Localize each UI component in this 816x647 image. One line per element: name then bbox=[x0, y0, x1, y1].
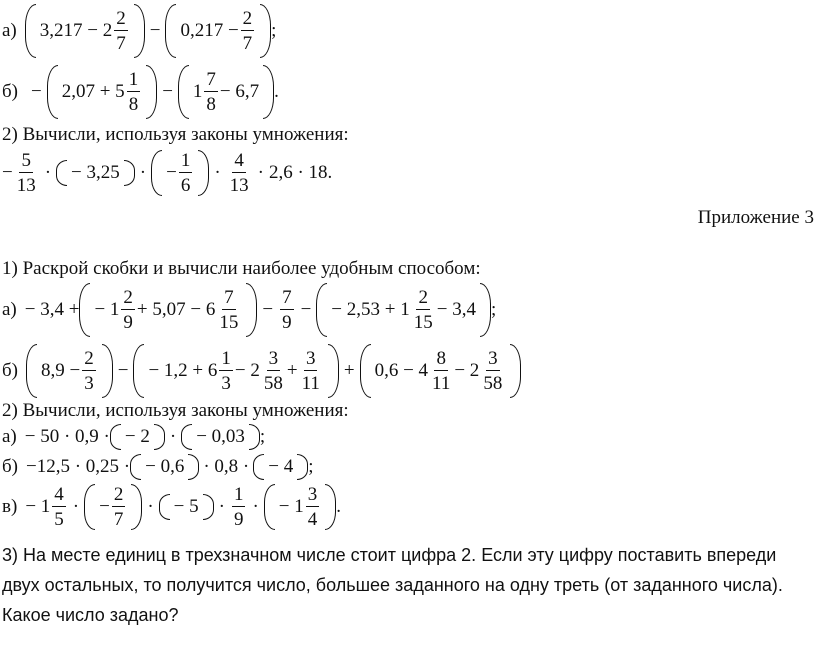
expr-text: − 1 bbox=[25, 496, 51, 517]
terminator: ; bbox=[490, 299, 497, 320]
terminator: ; bbox=[308, 456, 314, 477]
item-label: б) bbox=[2, 360, 18, 381]
expr-text: − 3,4 + bbox=[24, 299, 80, 320]
expr-text: − 2,53 + 1 bbox=[331, 299, 410, 320]
fraction: $\frac{1}{3}$ bbox=[221, 348, 231, 394]
item-label: а) bbox=[2, 299, 17, 320]
expr-text: 2,6 · 18. bbox=[268, 162, 333, 183]
item-label: б) bbox=[2, 81, 18, 102]
fraction: $\frac{1}{9}$ bbox=[233, 484, 244, 530]
expr-mult-a bbox=[2, 424, 265, 450]
operator: · bbox=[44, 162, 52, 183]
expr-text: − 2 bbox=[454, 360, 480, 381]
expr-1-mult bbox=[2, 150, 332, 196]
fraction: $\frac{2}{9}$ bbox=[123, 287, 133, 333]
operator: · bbox=[257, 162, 264, 183]
paren-group bbox=[56, 160, 135, 186]
fraction: $\frac{5}{13}$ bbox=[16, 150, 36, 196]
paren-group bbox=[159, 494, 214, 520]
item-label: в) bbox=[2, 496, 18, 517]
paren-group bbox=[253, 454, 308, 480]
fraction: $\frac{4}{13}$ bbox=[229, 150, 249, 196]
terminator: ; bbox=[259, 426, 266, 447]
expr-text: − 1,2 + 6 bbox=[148, 360, 218, 381]
fraction: $\frac{7}{8}$ bbox=[206, 69, 216, 115]
expr-mult-b bbox=[2, 454, 314, 480]
fraction: $\frac{3}{11}$ bbox=[301, 348, 320, 394]
operator: · bbox=[72, 496, 80, 517]
expr-text: + 5,07 − 6 bbox=[136, 299, 216, 320]
paren-group bbox=[110, 424, 165, 450]
expr-text: − 1 bbox=[278, 496, 304, 517]
expr-text: − 2 bbox=[234, 360, 260, 381]
expr-text: · 0,8 · bbox=[203, 456, 250, 477]
task2-title: 2) Вычисли, используя законы умножения: bbox=[2, 124, 349, 145]
expr-text: − 3,4 bbox=[436, 299, 476, 320]
paren-group bbox=[26, 344, 113, 398]
expr-text: + bbox=[286, 360, 298, 381]
paren-group bbox=[316, 283, 491, 337]
item-label: а) bbox=[2, 20, 17, 41]
fraction: $\frac{2}{7}$ bbox=[242, 8, 253, 54]
expr-text: − bbox=[99, 496, 110, 517]
fraction: $\frac{1}{8}$ bbox=[128, 69, 139, 115]
expr-text: − 1 bbox=[94, 299, 120, 320]
paren-group bbox=[79, 283, 257, 337]
expr-mult-c bbox=[2, 484, 341, 530]
terminator: . bbox=[274, 81, 279, 102]
expr-text: − 0,03 bbox=[196, 426, 245, 447]
expr-text: −12,5 · 0,25 · bbox=[26, 456, 131, 477]
paren-group bbox=[47, 65, 157, 119]
operator: · bbox=[252, 496, 259, 517]
expr-text: − 4 bbox=[268, 456, 294, 477]
fraction: $\frac{3}{58}$ bbox=[263, 348, 283, 394]
operator: − bbox=[300, 299, 312, 320]
operator: · bbox=[139, 162, 147, 183]
task2b-title: 2) Вычисли, используя законы умножения: bbox=[2, 400, 349, 421]
fraction: $\frac{2}{3}$ bbox=[84, 348, 94, 394]
operator: − bbox=[149, 20, 161, 41]
operator: + bbox=[343, 360, 355, 381]
paren-group bbox=[264, 484, 336, 530]
fraction: $\frac{3}{4}$ bbox=[307, 484, 318, 530]
operator: · bbox=[147, 496, 154, 517]
expr-1a bbox=[2, 4, 276, 58]
terminator: . bbox=[336, 496, 341, 517]
paren-group bbox=[84, 484, 142, 530]
expr-1b bbox=[2, 65, 279, 119]
expr-2a bbox=[2, 283, 496, 337]
expr-text: − 5 bbox=[173, 496, 199, 517]
paren-group bbox=[130, 454, 199, 480]
expr-text: 2,07 + 5 bbox=[61, 81, 125, 102]
fraction: $\frac{3}{58}$ bbox=[483, 348, 503, 394]
operator: − bbox=[117, 360, 129, 381]
fraction: $\frac{1}{6}$ bbox=[180, 150, 191, 196]
operator: · bbox=[169, 426, 177, 447]
operator: − bbox=[2, 162, 13, 183]
task1-title: 1) Раскрой скобки и вычисли наиболее удобным способом: bbox=[2, 258, 481, 279]
item-label: б) bbox=[2, 456, 18, 477]
paren-group bbox=[178, 65, 274, 119]
fraction: $\frac{4}{5}$ bbox=[54, 484, 64, 530]
operator: · bbox=[214, 162, 221, 183]
fraction: $\frac{7}{9}$ bbox=[282, 287, 292, 333]
expr-text: 0,6 − 4 bbox=[374, 360, 429, 381]
operator: − bbox=[162, 81, 173, 102]
expr-text: 3,217 − 2 bbox=[39, 20, 113, 41]
fraction: $\frac{2}{15}$ bbox=[413, 287, 433, 333]
appendix-title: Приложение 3 bbox=[697, 207, 814, 228]
expr-text: − 50 · 0,9 · bbox=[24, 426, 110, 447]
expr-text: − 0,6 bbox=[145, 456, 185, 477]
operator: − bbox=[31, 81, 42, 102]
paren-group bbox=[165, 4, 271, 58]
expr-text: − 6,7 bbox=[219, 81, 260, 102]
terminator: ; bbox=[271, 20, 277, 41]
expr-text: 1 bbox=[192, 81, 203, 102]
paren-group bbox=[25, 4, 145, 58]
expr-text: 0,217 − bbox=[180, 20, 239, 41]
paren-group bbox=[151, 150, 209, 196]
operator: − bbox=[262, 299, 274, 320]
item-label: а) bbox=[2, 426, 17, 447]
paren-group bbox=[181, 424, 260, 450]
expr-text: − bbox=[166, 162, 177, 183]
fraction: $\frac{7}{15}$ bbox=[219, 287, 239, 333]
paren-group bbox=[133, 344, 338, 398]
expr-2b bbox=[2, 344, 521, 398]
fraction: $\frac{8}{11}$ bbox=[432, 348, 451, 394]
fraction: $\frac{2}{7}$ bbox=[116, 8, 126, 54]
expr-text: − 3,25 bbox=[71, 162, 120, 183]
task3-text: 3) На месте единиц в трехзначном числе стоит цифра 2. Если эту цифру поставить впереди двух остальных, то получится число, большее заданного на одну треть (от заданного числа). Какое число задано? bbox=[2, 545, 783, 625]
operator: · bbox=[218, 496, 225, 517]
expr-text: 8,9 − bbox=[41, 360, 81, 381]
expr-text: − 2 bbox=[124, 426, 150, 447]
fraction: $\frac{2}{7}$ bbox=[113, 484, 124, 530]
paren-group bbox=[360, 344, 522, 398]
